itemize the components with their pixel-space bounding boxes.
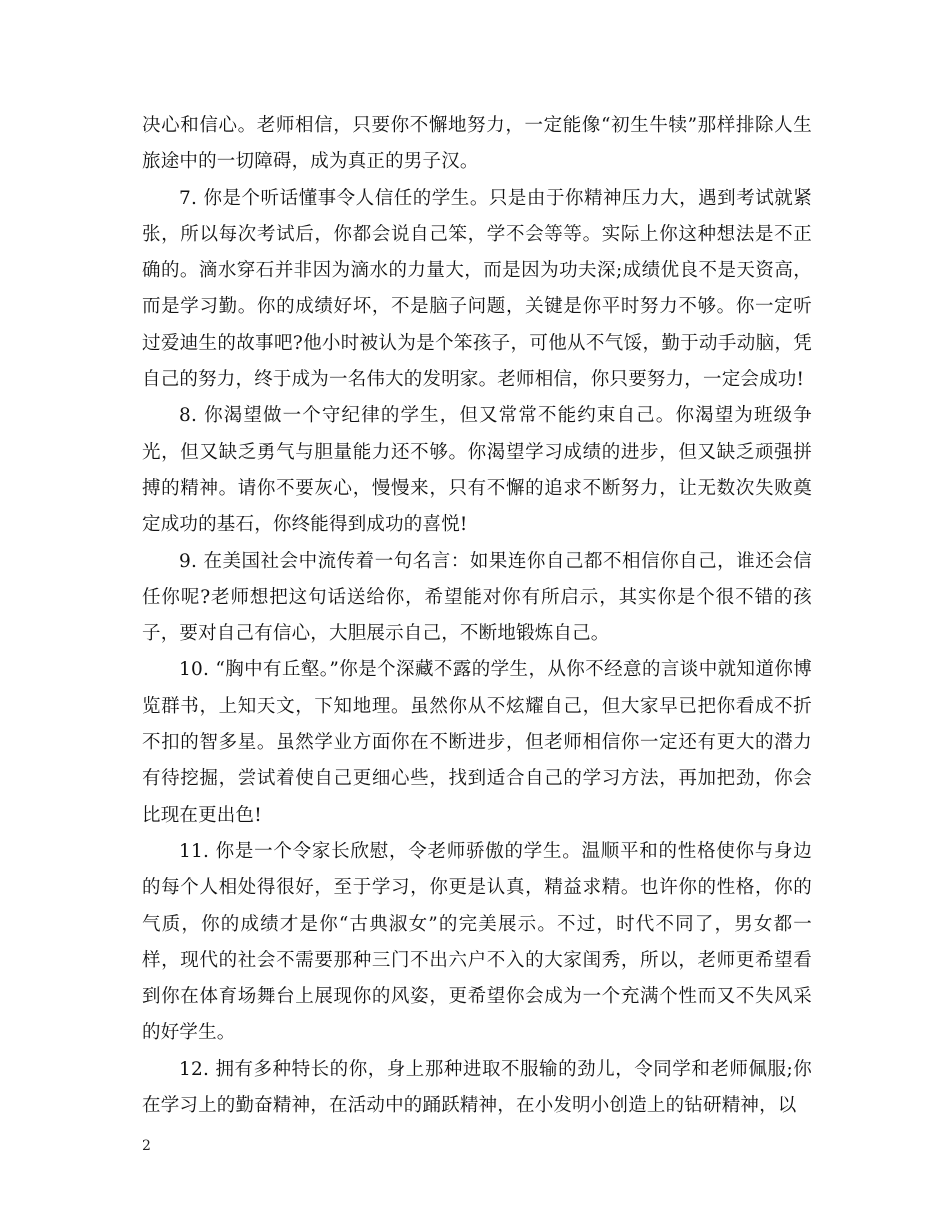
paragraph-continuation: 决心和信心。老师相信，只要你不懈地努力，一定能像“初生牛犊”那样排除人生旅途中的一切障碍，成为真正的男子汉。 <box>142 115 812 173</box>
page-number: 2 <box>142 1138 151 1154</box>
paragraph-item-10: 10. “胸中有丘壑。”你是个深藏不露的学生，从你不经意的言谈中就知道你博览群书，上知天文，下知地理。虽然你从不炫耀自己，但大家早已把你看成不折不扣的智多星。虽然学业方面你在不断进步，但老师相信你一定还有更大的潜力有待挖掘，尝试着使自己更细心些，找到适合自己的学习方法，再加把劲，你会比现在更出色! <box>142 659 812 826</box>
paragraph-item-7: 7. 你是个听话懂事令人信任的学生。只是由于你精神压力大，遇到考试就紧张，所以每次考试后，你都会说自己笨，学不会等等。实际上你这种想法是不正确的。滴水穿石并非因为滴水的力量大，而是因为功夫深;成绩优良不是天资高，而是学习勤。你的成绩好坏，不是脑子问题，关键是你平时努力不够。你一定听过爱迪生的故事吧?他小时被认为是个笨孩子，可他从不气馁，勤于动手动脑，凭自己的努力，终于成为一名伟大的发明家。老师相信，你只要努力，一定会成功! <box>142 187 812 391</box>
paragraph-item-8: 8. 你渴望做一个守纪律的学生，但又常常不能约束自己。你渴望为班级争光，但又缺乏勇气与胆量能力还不够。你渴望学习成绩的进步，但又缺乏顽强拼搏的精神。请你不要灰心，慢慢来，只有不懈的追求不断努力，让无数次失败奠定成功的基石，你终能得到成功的喜悦! <box>142 405 812 536</box>
paragraph-item-12: 12. 拥有多种特长的你，身上那种进取不服输的劲儿，令同学和老师佩服;你在学习上的勤奋精神，在活动中的踊跃精神，在小发明小创造上的钻研精神，以 <box>142 1058 812 1117</box>
paragraph-item-9: 9. 在美国社会中流传着一句名言：如果连你自己都不相信你自己，谁还会信任你呢?老师想把这句话送给你，希望能对你有所启示，其实你是个很不错的孩子，要对自己有信心，大胆展示自己，不断地锻炼自己。 <box>142 550 812 645</box>
paragraph-item-11: 11. 你是一个令家长欣慰，令老师骄傲的学生。温顺平和的性格使你与身边的每个人相处得很好，至于学习，你更是认真，精益求精。也许你的性格，你的气质，你的成绩才是你“古典淑女”的完美展示。不过，时代不同了，男女都一样，现代的社会不需要那种三门不出六户不入的大家闺秀，所以，老师更希望看到你在体育场舞台上展现你的风姿，更希望你会成为一个充满个性而又不失风采的好学生。 <box>142 840 812 1044</box>
document-body <box>142 108 812 1124</box>
